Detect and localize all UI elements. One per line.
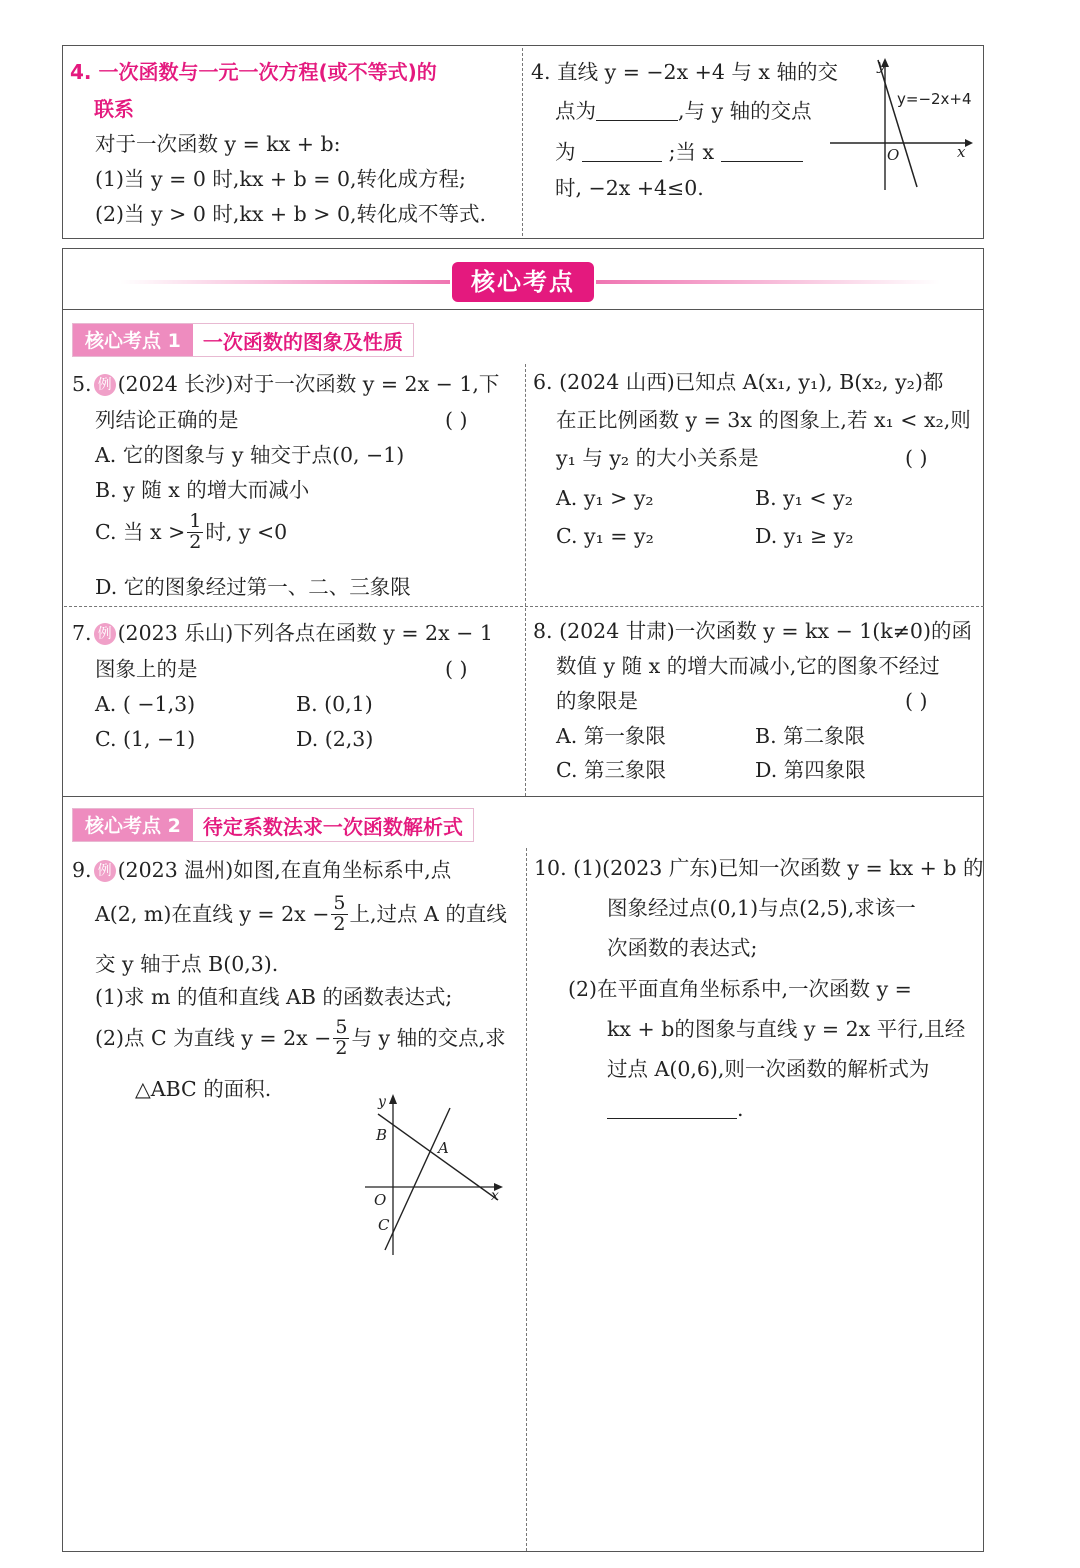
x-axis-arrow	[965, 139, 973, 147]
top-left-line-2: (1)当 y = 0 时,kx + b = 0,转化成方程;	[95, 167, 466, 191]
q5-frac-den: 2	[189, 530, 202, 553]
q5-option-c-post: 时, y <0	[205, 520, 288, 545]
q5-option-b[interactable]: B. y 随 x 的增大而减小	[95, 478, 310, 502]
kp2-title: 待定系数法求一次函数解析式	[202, 814, 463, 839]
q10-line-2: 图象经过点(0,1)与点(2,5),求该一	[607, 896, 916, 920]
q8-line-1: 8. (2024 甘肃)一次函数 y = kx − 1(k≠0)的函	[533, 619, 972, 643]
q9-line-4: (1)求 m 的值和直线 AB 的函数表达式;	[95, 985, 453, 1009]
q7-line-2: 图象上的是	[95, 657, 198, 681]
q6-line-3: y₁ 与 y₂ 的大小关系是	[556, 446, 759, 470]
q9-frac1-den: 2	[333, 912, 346, 935]
axis-y-label: y	[877, 56, 886, 74]
example-icon: 例	[94, 860, 116, 882]
top-right-line-4: 时, −2x +4≤0.	[555, 176, 704, 200]
q5-option-a[interactable]: A. 它的图象与 y 轴交于点(0, −1)	[95, 443, 405, 467]
q7-paren[interactable]: ( )	[445, 657, 468, 681]
kp2-tag	[72, 808, 474, 842]
q5-paren[interactable]: ( )	[445, 408, 468, 432]
top-left-line-3: (2)当 y > 0 时,kx + b > 0,转化成不等式.	[95, 202, 487, 226]
axis-x-label: x	[957, 143, 966, 161]
top-left-heading-1: 4. 一次函数与一元一次方程(或不等式)的	[70, 60, 437, 84]
example-icon: 例	[94, 374, 116, 396]
core-points-banner: 核心考点	[452, 262, 594, 302]
q5-number: 5.	[72, 372, 92, 396]
kp2-key: 核心考点 2	[73, 809, 193, 841]
graph-line	[878, 60, 917, 187]
top-right-line-2a: 点为	[555, 99, 596, 123]
q7-option-b[interactable]: B. (0,1)	[296, 692, 373, 716]
line-graph-figure	[825, 55, 977, 195]
answer-blank-2[interactable]	[582, 142, 662, 163]
answer-blank-3[interactable]	[721, 142, 803, 163]
q5-option-d[interactable]: D. 它的图象经过第一、二、三象限	[95, 575, 411, 599]
q8-option-a[interactable]: A. 第一象限	[556, 724, 666, 748]
kp2-divider	[526, 848, 527, 1551]
kp1-bottom-rule	[63, 796, 984, 797]
q9-fig-o: O	[374, 1191, 387, 1209]
top-right-line-3	[555, 140, 803, 166]
example-icon: 例	[94, 623, 116, 645]
q9-frac2-den: 2	[335, 1036, 348, 1059]
q6-option-c[interactable]: C. y₁ = y₂	[556, 524, 654, 548]
q5-fraction	[187, 512, 203, 553]
q9-stem: (2023 温州)如图,在直角坐标系中,点	[117, 858, 452, 882]
q9-fig-a: A	[438, 1139, 449, 1157]
line-ac	[385, 1108, 450, 1250]
q5-option-c-pre: C. 当 x >	[95, 520, 186, 545]
q9-line-2-pre: A(2, m)在直线 y = 2x −	[95, 902, 330, 927]
kp1-row-divider	[64, 606, 984, 607]
q8-option-d[interactable]: D. 第四象限	[755, 758, 866, 782]
q9-fraction-1	[331, 894, 347, 935]
q9-line-5	[95, 1018, 506, 1059]
q5-frac-num: 1	[189, 510, 202, 532]
q6-option-b[interactable]: B. y₁ < y₂	[755, 486, 853, 510]
top-right-line-3b: ;当 x	[668, 140, 715, 164]
q9-frac1-num: 5	[333, 892, 346, 914]
kp1-key: 核心考点 1	[73, 324, 193, 356]
q10-line-1: 10. (1)(2023 广东)已知一次函数 y = kx + b 的	[534, 856, 984, 880]
origin-label: O	[887, 146, 900, 164]
q9-line-1	[72, 858, 451, 884]
q9-line-5-post: 与 y 轴的交点,求	[351, 1026, 506, 1051]
kp1-divider-upper	[525, 364, 526, 606]
q8-line-2: 数值 y 随 x 的增大而减小,它的图象不经过	[556, 654, 940, 678]
q9-frac2-num: 5	[335, 1016, 348, 1038]
top-left-line-1: 对于一次函数 y = kx + b:	[95, 132, 341, 156]
q9-line-6: △ABC 的面积.	[135, 1077, 272, 1101]
q5-option-c[interactable]	[95, 512, 287, 553]
q5-line-2: 列结论正确的是	[95, 408, 239, 432]
kp1-divider-lower	[525, 608, 526, 796]
q7-number: 7.	[72, 621, 92, 645]
q6-line-2: 在正比例函数 y = 3x 的图象上,若 x₁ < x₂,则	[556, 408, 971, 432]
q9-fraction-2	[333, 1018, 349, 1059]
q7-option-c[interactable]: C. (1, −1)	[95, 727, 196, 751]
q7-line-1	[72, 621, 493, 647]
q6-line-1: 6. (2024 山西)已知点 A(x₁, y₁), B(x₂, y₂)都	[533, 370, 944, 394]
q7-option-a[interactable]: A. ( −1,3)	[95, 692, 196, 716]
answer-blank-1[interactable]	[596, 101, 678, 122]
q10-period: .	[737, 1097, 744, 1121]
q9-line-5-pre: (2)点 C 为直线 y = 2x −	[95, 1026, 332, 1051]
q8-line-3: 的象限是	[556, 689, 638, 713]
top-divider	[522, 48, 523, 236]
q6-option-a[interactable]: A. y₁ > y₂	[556, 486, 654, 510]
q8-option-b[interactable]: B. 第二象限	[755, 724, 866, 748]
q9-fig-x: x	[491, 1188, 499, 1204]
q9-number: 9.	[72, 858, 92, 882]
q10-line-3: 次函数的表达式;	[607, 936, 758, 960]
q9-line-2-post: 上,过点 A 的直线	[349, 902, 507, 927]
q10-line-5: kx + b的图象与直线 y = 2x 平行,且经	[607, 1017, 966, 1041]
q9-figure	[360, 1090, 510, 1260]
banner-underline	[63, 309, 984, 310]
kp1-tag	[72, 323, 414, 357]
kp1-title: 一次函数的图象及性质	[202, 329, 403, 354]
q8-option-c[interactable]: C. 第三象限	[556, 758, 666, 782]
q9-fig-y: y	[378, 1094, 386, 1110]
q7-stem: (2023 乐山)下列各点在函数 y = 2x − 1	[117, 621, 493, 645]
graph-label: y=−2x+4	[897, 90, 972, 108]
q10-line-4: (2)在平面直角坐标系中,一次函数 y =	[568, 977, 912, 1001]
q5-stem: (2024 长沙)对于一次函数 y = 2x − 1,下	[117, 372, 500, 396]
q5-line-1	[72, 372, 499, 398]
q9-fig-c: C	[378, 1216, 390, 1234]
q6-paren[interactable]: ( )	[905, 446, 928, 470]
q10-line-6: 过点 A(0,6),则一次函数的解析式为	[607, 1057, 930, 1081]
q10-answer-blank[interactable]	[607, 1099, 737, 1120]
top-right-line-1: 4. 直线 y = −2x +4 与 x 轴的交	[531, 60, 839, 84]
q9-y-arrow	[389, 1094, 397, 1104]
q7-option-d[interactable]: D. (2,3)	[296, 727, 374, 751]
top-right-line-2	[555, 99, 812, 125]
q9-line-2	[95, 894, 507, 935]
top-left-heading-2: 联系	[94, 97, 134, 121]
q9-fig-b: B	[376, 1126, 388, 1144]
q10-line-7	[607, 1097, 744, 1123]
top-right-line-2b: ,与 y 轴的交点	[678, 99, 812, 123]
q9-line-3: 交 y 轴于点 B(0,3).	[95, 952, 279, 976]
top-right-line-3a: 为	[555, 140, 576, 164]
q6-option-d[interactable]: D. y₁ ≥ y₂	[755, 524, 854, 548]
q8-paren[interactable]: ( )	[905, 689, 928, 713]
